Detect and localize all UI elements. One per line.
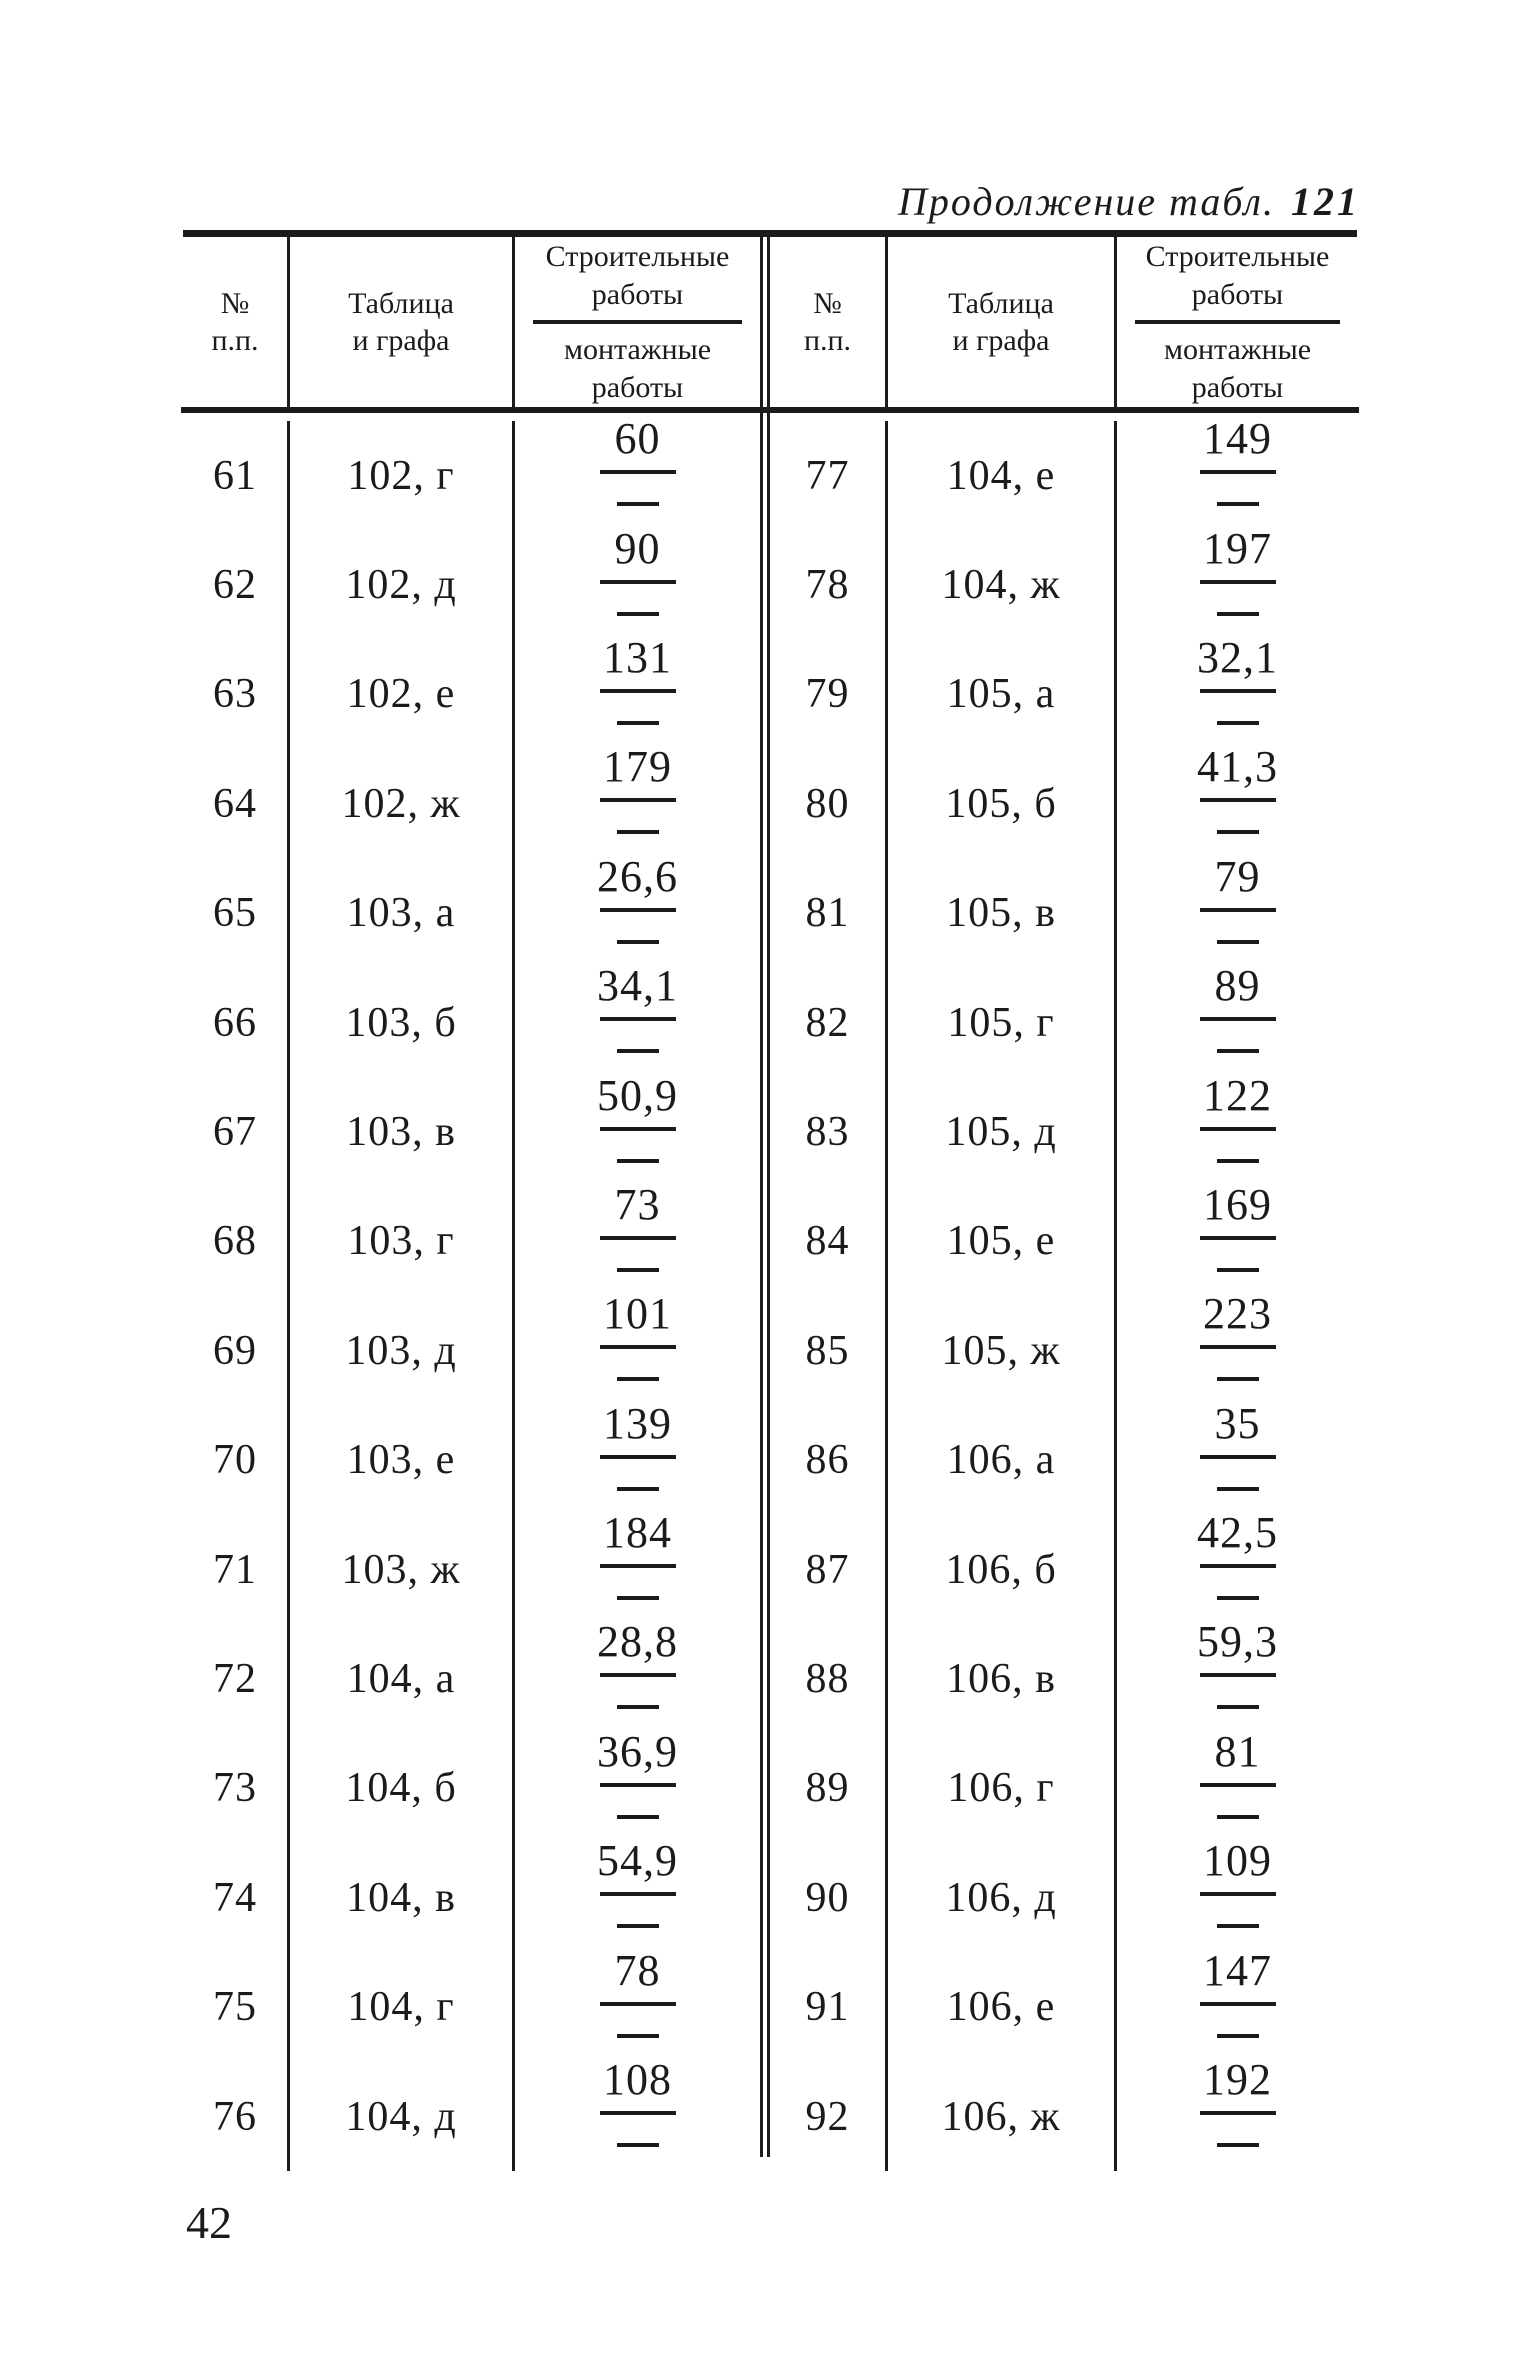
table-graph-ref: 104, в <box>290 1843 515 1952</box>
row-number: 90 <box>770 1843 888 1952</box>
fraction-bar <box>600 908 676 912</box>
installation-work-empty-dash <box>617 1924 659 1928</box>
construction-work-value: 90 <box>614 523 661 573</box>
construction-work-value: 147 <box>1203 1945 1272 1995</box>
construction-work-value: 109 <box>1203 1836 1272 1886</box>
work-value-fraction <box>515 1501 760 1610</box>
header-row-number-left <box>183 237 290 407</box>
table-graph-ref: 105, а <box>888 640 1117 749</box>
table-graph-ref: 104, е <box>888 421 1117 530</box>
construction-work-value: 42,5 <box>1197 1508 1278 1558</box>
table-graph-ref: 102, ж <box>290 749 515 858</box>
work-value-fraction <box>515 626 760 735</box>
fraction-bar <box>1200 1236 1276 1240</box>
installation-work-empty-dash <box>617 1268 659 1272</box>
row-number: 75 <box>183 1952 290 2061</box>
installation-work-empty-dash <box>617 502 659 506</box>
header-mont-line1: монтажные <box>1163 333 1312 366</box>
table-graph-ref: 103, б <box>290 968 515 1077</box>
header-num-line2: п.п. <box>803 324 852 357</box>
row-number: 82 <box>770 968 888 1077</box>
fraction-bar <box>1200 580 1276 584</box>
work-value-fraction <box>515 954 760 1063</box>
fraction-bar <box>600 580 676 584</box>
installation-work-empty-dash <box>1217 940 1259 944</box>
row-number: 67 <box>183 1077 290 1186</box>
fraction-bar <box>1200 1127 1276 1131</box>
installation-work-empty-dash <box>1217 1159 1259 1163</box>
table-graph-ref: 104, г <box>290 1952 515 2061</box>
header-works-fraction-left <box>515 237 760 407</box>
work-value-fraction <box>515 407 760 516</box>
table-graph-ref: 102, е <box>290 640 515 749</box>
construction-work-value: 34,1 <box>597 961 678 1011</box>
header-num-line2: п.п. <box>211 324 259 357</box>
row-number: 86 <box>770 1406 888 1515</box>
construction-work-value: 26,6 <box>597 851 678 901</box>
row-number: 64 <box>183 749 290 858</box>
fraction-bar <box>600 1017 676 1021</box>
table-left-half <box>183 237 760 2157</box>
header-num-line1: № <box>813 286 842 320</box>
fraction-bar <box>600 1455 676 1459</box>
work-value-fraction <box>1117 735 1358 844</box>
installation-work-empty-dash <box>1217 502 1259 506</box>
installation-work-empty-dash <box>1217 2143 1259 2147</box>
row-number: 76 <box>183 2062 290 2171</box>
work-value-fraction <box>1117 954 1358 1063</box>
construction-work-value: 41,3 <box>1197 742 1278 792</box>
table-graph-ref: 105, в <box>888 859 1117 968</box>
row-number: 61 <box>183 421 290 530</box>
work-value-fraction <box>515 1063 760 1172</box>
row-number: 85 <box>770 1296 888 1405</box>
header-build-line2: работы <box>591 277 684 311</box>
fraction-bar <box>600 1564 676 1568</box>
fraction-bar <box>600 798 676 802</box>
construction-work-value: 78 <box>614 1945 661 1995</box>
work-value-fraction <box>1117 1829 1358 1938</box>
table-graph-ref: 103, г <box>290 1187 515 1296</box>
construction-work-value: 60 <box>614 414 661 464</box>
work-value-fraction <box>515 845 760 954</box>
work-value-fraction <box>1117 1063 1358 1172</box>
table-graph-ref: 104, д <box>290 2062 515 2171</box>
fraction-bar <box>1200 470 1276 474</box>
norms-reference-table <box>183 230 1357 2157</box>
table-graph-ref: 103, е <box>290 1406 515 1515</box>
construction-work-value: 36,9 <box>597 1726 678 1776</box>
row-number: 92 <box>770 2062 888 2171</box>
construction-work-value: 223 <box>1203 1289 1272 1339</box>
table-right-half <box>760 237 1358 2157</box>
header-build-line1: Строительные <box>1145 240 1330 273</box>
header-build-line2: работы <box>1191 277 1284 311</box>
table-graph-ref: 103, а <box>290 859 515 968</box>
construction-work-value: 54,9 <box>597 1836 678 1886</box>
fraction-bar <box>600 1892 676 1896</box>
table-number: 121 <box>1291 179 1360 224</box>
installation-work-empty-dash <box>617 1596 659 1600</box>
work-value-fraction <box>1117 1938 1358 2047</box>
installation-work-empty-dash <box>1217 721 1259 725</box>
installation-work-empty-dash <box>617 1705 659 1709</box>
work-value-fraction <box>515 1282 760 1391</box>
construction-work-value: 73 <box>614 1179 661 1229</box>
fraction-bar <box>600 2002 676 2006</box>
fraction-bar <box>1200 798 1276 802</box>
fraction-bar <box>1200 1455 1276 1459</box>
installation-work-empty-dash <box>617 1159 659 1163</box>
header-mont-line2: работы <box>1191 370 1284 404</box>
fraction-bar <box>1200 1673 1276 1677</box>
work-value-fraction <box>1117 626 1358 735</box>
construction-work-value: 179 <box>603 742 672 792</box>
table-graph-ref: 106, б <box>888 1515 1117 1624</box>
work-value-fraction <box>515 516 760 625</box>
row-number: 78 <box>770 530 888 639</box>
construction-work-value: 108 <box>603 2055 672 2105</box>
table-graph-ref: 106, а <box>888 1406 1117 1515</box>
fraction-bar <box>1200 1892 1276 1896</box>
installation-work-empty-dash <box>1217 1705 1259 1709</box>
table-graph-ref: 106, г <box>888 1734 1117 1843</box>
table-graph-ref: 105, д <box>888 1077 1117 1186</box>
table-graph-ref: 106, д <box>888 1843 1117 1952</box>
row-number: 77 <box>770 421 888 530</box>
table-graph-ref: 106, в <box>888 1624 1117 1733</box>
installation-work-empty-dash <box>1217 1924 1259 1928</box>
installation-work-empty-dash <box>617 1377 659 1381</box>
construction-work-value: 59,3 <box>1197 1617 1278 1667</box>
header-mont-line2: работы <box>591 370 684 404</box>
work-value-fraction <box>515 2048 760 2157</box>
work-value-fraction <box>1117 1392 1358 1501</box>
continuation-label: Продолжение табл. <box>897 179 1275 224</box>
header-mont-line1: монтажные <box>563 333 712 366</box>
fraction-bar <box>600 1127 676 1131</box>
installation-work-empty-dash <box>617 1049 659 1053</box>
construction-work-value: 184 <box>603 1508 672 1558</box>
header-table-graph-right <box>888 237 1117 407</box>
work-value-fraction <box>1117 516 1358 625</box>
row-number: 73 <box>183 1734 290 1843</box>
row-number: 63 <box>183 640 290 749</box>
work-value-fraction <box>1117 2048 1358 2157</box>
row-number: 71 <box>183 1515 290 1624</box>
installation-work-empty-dash <box>617 830 659 834</box>
fraction-bar <box>1200 908 1276 912</box>
header-table-line1: Таблица <box>948 286 1054 320</box>
row-number: 74 <box>183 1843 290 1952</box>
table-graph-ref: 105, г <box>888 968 1117 1077</box>
page-number: 42 <box>186 2197 232 2248</box>
table-graph-ref: 105, е <box>888 1187 1117 1296</box>
row-number: 84 <box>770 1187 888 1296</box>
work-value-fraction <box>515 1938 760 2047</box>
header-fraction-divider <box>1135 320 1340 324</box>
construction-work-value: 169 <box>1203 1179 1272 1229</box>
table-graph-ref: 104, ж <box>888 530 1117 639</box>
fraction-bar <box>600 470 676 474</box>
table-graph-ref: 105, б <box>888 749 1117 858</box>
row-number: 68 <box>183 1187 290 1296</box>
work-value-fraction <box>515 1173 760 1282</box>
table-graph-ref: 102, д <box>290 530 515 639</box>
table-graph-ref: 106, ж <box>888 2062 1117 2171</box>
construction-work-value: 139 <box>603 1398 672 1448</box>
row-number: 70 <box>183 1406 290 1515</box>
fraction-bar <box>600 689 676 693</box>
construction-work-value: 81 <box>1214 1726 1261 1776</box>
installation-work-empty-dash <box>1217 1377 1259 1381</box>
work-value-fraction <box>1117 407 1358 516</box>
row-number: 88 <box>770 1624 888 1733</box>
header-table-line1: Таблица <box>348 286 454 320</box>
row-number: 81 <box>770 859 888 968</box>
installation-work-empty-dash <box>617 612 659 616</box>
installation-work-empty-dash <box>617 940 659 944</box>
table-graph-ref: 105, ж <box>888 1296 1117 1405</box>
construction-work-value: 79 <box>1214 851 1261 901</box>
table-graph-ref: 106, е <box>888 1952 1117 2061</box>
work-value-fraction <box>1117 1282 1358 1391</box>
construction-work-value: 50,9 <box>597 1070 678 1120</box>
row-number: 83 <box>770 1077 888 1186</box>
fraction-bar <box>1200 1783 1276 1787</box>
work-value-fraction <box>1117 1501 1358 1610</box>
row-number: 72 <box>183 1624 290 1733</box>
row-number: 66 <box>183 968 290 1077</box>
installation-work-empty-dash <box>617 2143 659 2147</box>
installation-work-empty-dash <box>1217 1596 1259 1600</box>
fraction-bar <box>600 1236 676 1240</box>
installation-work-empty-dash <box>617 2034 659 2038</box>
table-graph-ref: 104, а <box>290 1624 515 1733</box>
installation-work-empty-dash <box>1217 830 1259 834</box>
installation-work-empty-dash <box>1217 2034 1259 2038</box>
header-table-graph-left <box>290 237 515 407</box>
installation-work-empty-dash <box>1217 1487 1259 1491</box>
construction-work-value: 35 <box>1214 1398 1261 1448</box>
installation-work-empty-dash <box>1217 612 1259 616</box>
row-number: 89 <box>770 1734 888 1843</box>
table-graph-ref: 103, в <box>290 1077 515 1186</box>
table-graph-ref: 103, д <box>290 1296 515 1405</box>
header-table-line2: и графа <box>952 324 1050 357</box>
table-graph-ref: 103, ж <box>290 1515 515 1624</box>
table-graph-ref: 104, б <box>290 1734 515 1843</box>
work-value-fraction <box>515 735 760 844</box>
installation-work-empty-dash <box>617 1815 659 1819</box>
fraction-bar <box>1200 1345 1276 1349</box>
header-fraction-divider <box>533 320 742 324</box>
row-number: 87 <box>770 1515 888 1624</box>
construction-work-value: 131 <box>603 632 672 682</box>
installation-work-empty-dash <box>1217 1815 1259 1819</box>
fraction-bar <box>1200 689 1276 693</box>
row-number: 62 <box>183 530 290 639</box>
header-table-line2: и графа <box>352 324 450 357</box>
construction-work-value: 192 <box>1203 2055 1272 2105</box>
construction-work-value: 101 <box>603 1289 672 1339</box>
fraction-bar <box>600 1345 676 1349</box>
work-value-fraction <box>515 1392 760 1501</box>
header-bottom-rule <box>181 407 1359 413</box>
construction-work-value: 122 <box>1203 1070 1272 1120</box>
construction-work-value: 32,1 <box>1197 632 1278 682</box>
row-number: 91 <box>770 1952 888 2061</box>
table-continuation-title <box>898 178 1360 225</box>
installation-work-empty-dash <box>617 1487 659 1491</box>
fraction-bar <box>1200 1017 1276 1021</box>
work-value-fraction <box>1117 1173 1358 1282</box>
header-build-line1: Строительные <box>545 240 730 273</box>
row-number: 69 <box>183 1296 290 1405</box>
row-number: 79 <box>770 640 888 749</box>
work-value-fraction <box>1117 845 1358 954</box>
work-value-fraction <box>1117 1720 1358 1829</box>
construction-work-value: 28,8 <box>597 1617 678 1667</box>
header-row-number-right <box>770 237 888 407</box>
header-works-fraction-right <box>1117 237 1358 407</box>
construction-work-value: 197 <box>1203 523 1272 573</box>
fraction-bar <box>600 1783 676 1787</box>
header-num-line1: № <box>220 286 250 320</box>
work-value-fraction <box>515 1720 760 1829</box>
row-number: 65 <box>183 859 290 968</box>
construction-work-value: 149 <box>1203 414 1272 464</box>
installation-work-empty-dash <box>1217 1268 1259 1272</box>
work-value-fraction <box>515 1829 760 1938</box>
fraction-bar <box>1200 1564 1276 1568</box>
installation-work-empty-dash <box>617 721 659 725</box>
row-number: 80 <box>770 749 888 858</box>
work-value-fraction <box>515 1610 760 1719</box>
fraction-bar <box>600 1673 676 1677</box>
table-graph-ref: 102, г <box>290 421 515 530</box>
work-value-fraction <box>1117 1610 1358 1719</box>
construction-work-value: 89 <box>1214 961 1261 1011</box>
fraction-bar <box>1200 2002 1276 2006</box>
fraction-bar <box>600 2111 676 2115</box>
fraction-bar <box>1200 2111 1276 2115</box>
installation-work-empty-dash <box>1217 1049 1259 1053</box>
